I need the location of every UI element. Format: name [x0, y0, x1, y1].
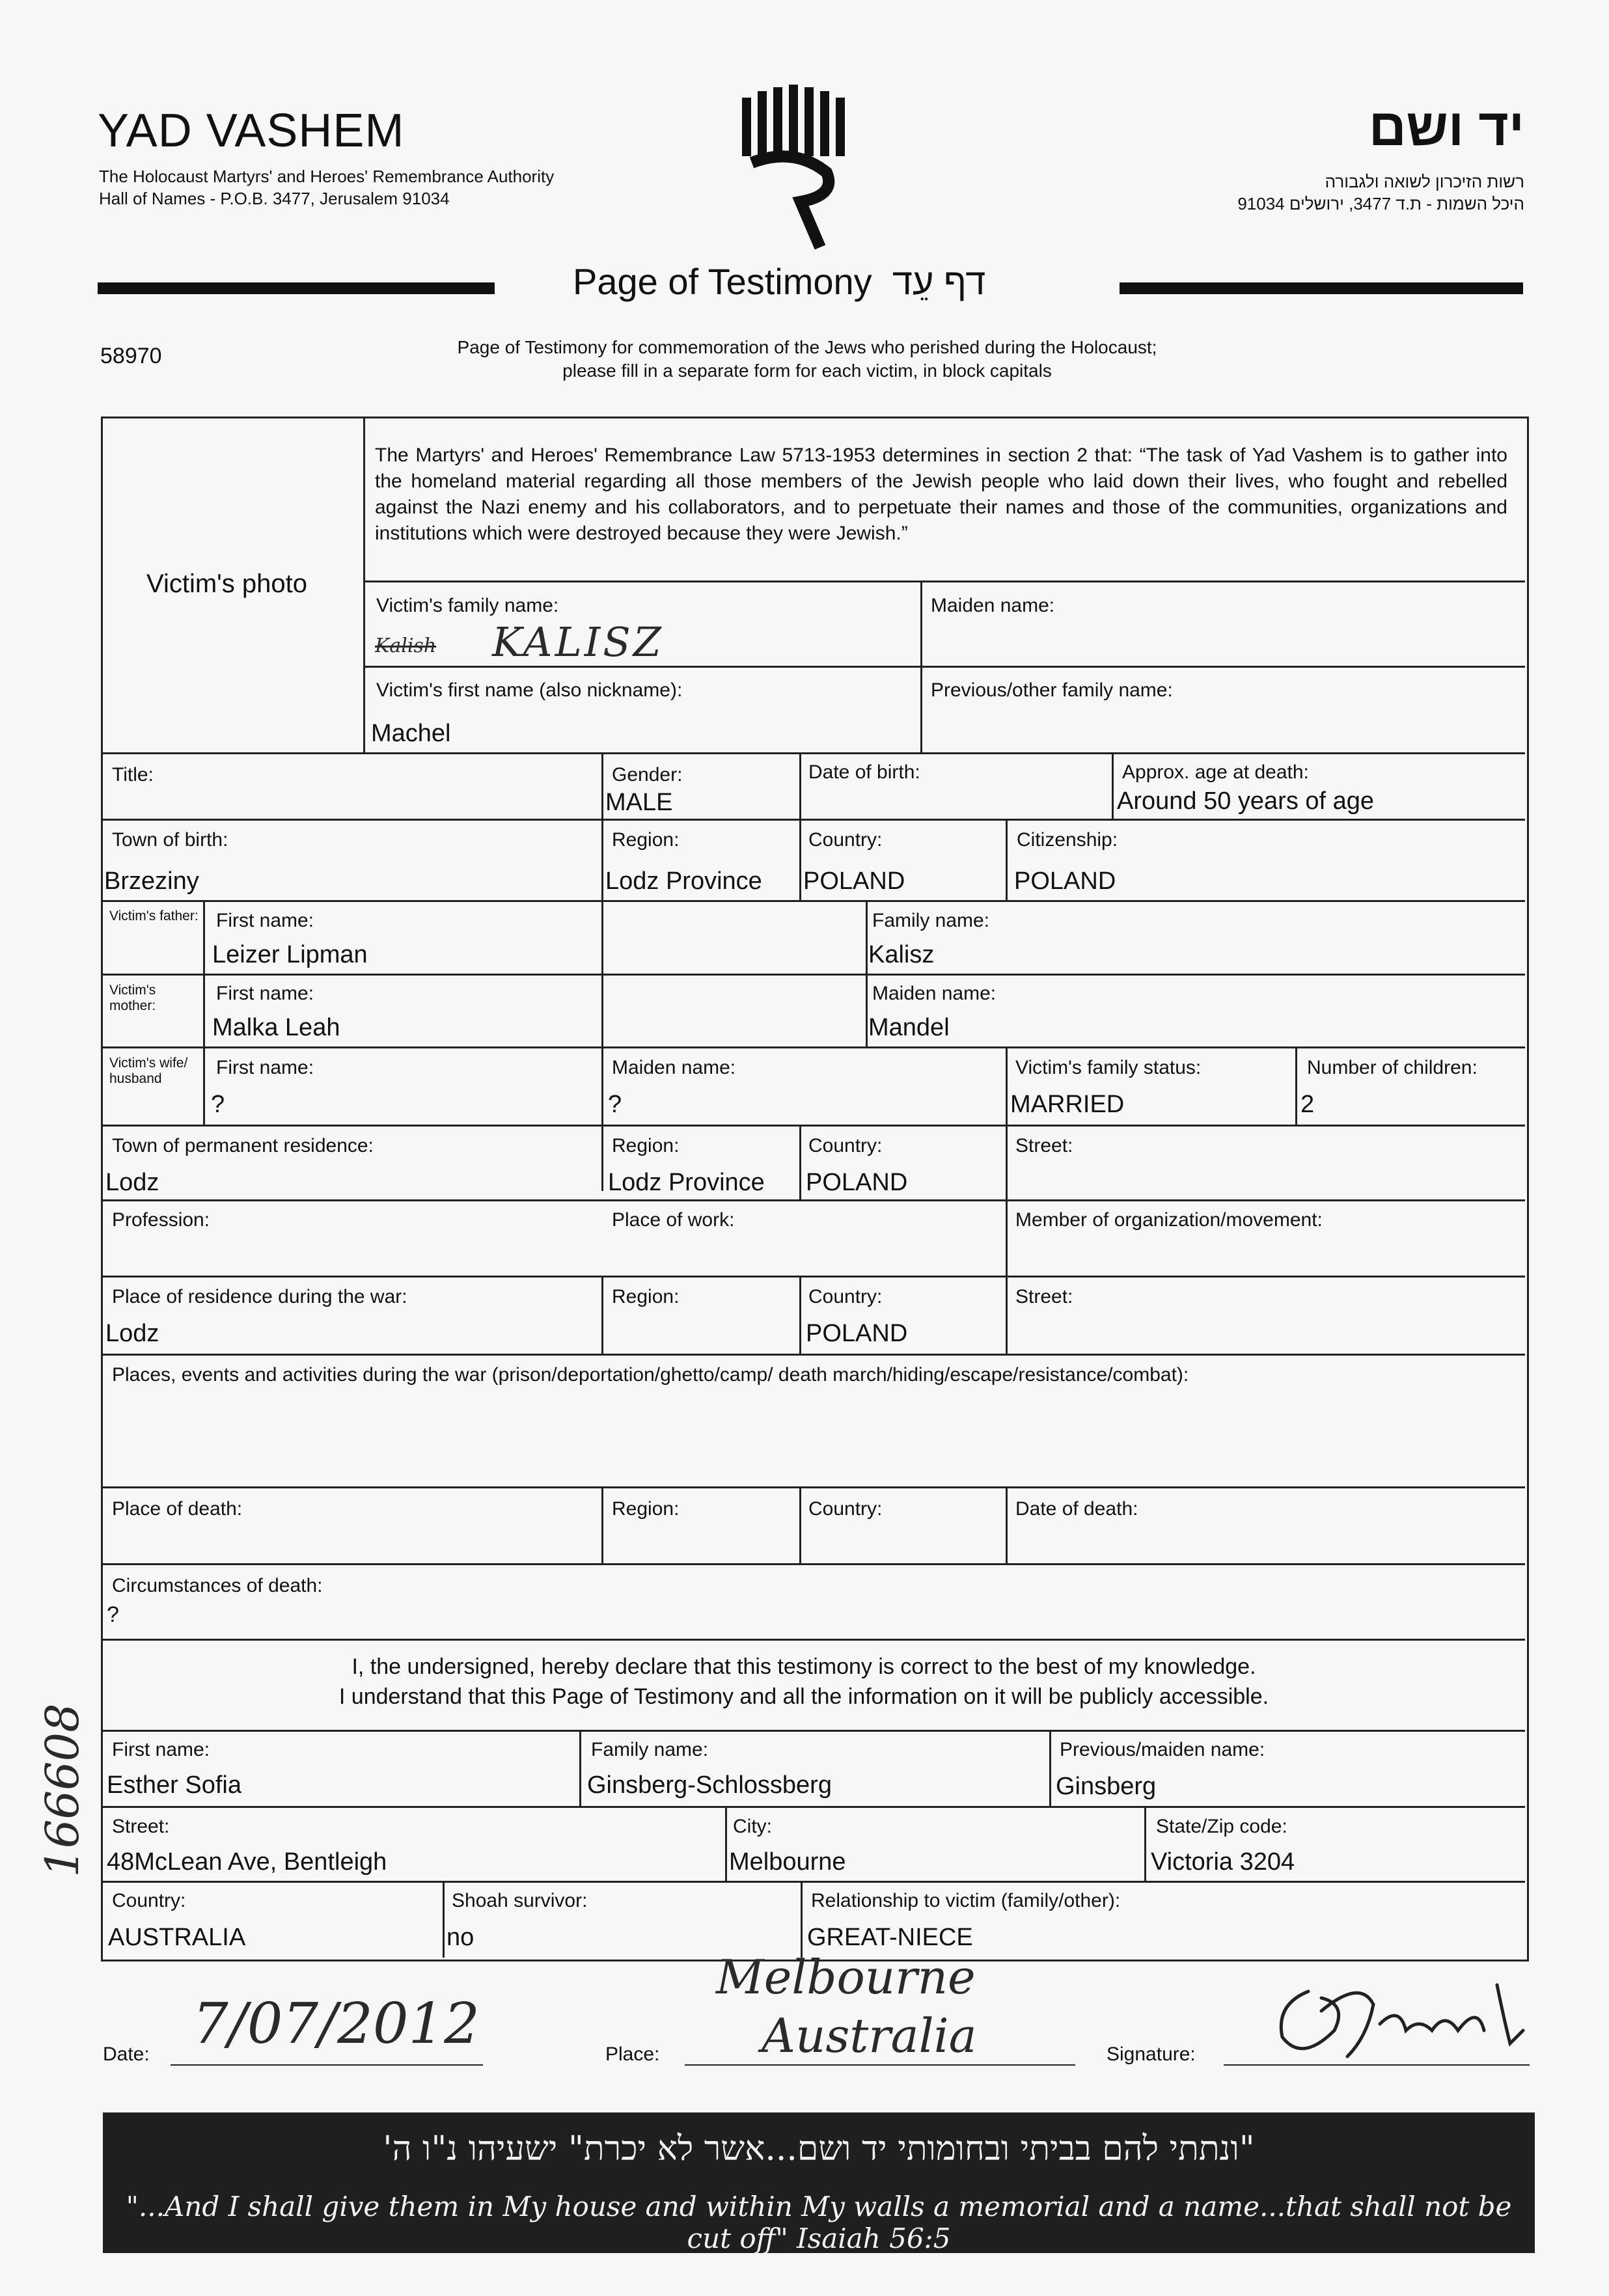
father-first-name-value: Leizer Lipman	[212, 941, 368, 968]
submitter-first-name-label: First name:	[112, 1739, 210, 1760]
org-address-line: Hall of Names - P.O.B. 3477, Jerusalem 91034	[99, 189, 450, 208]
mother-maiden-name-value: Mandel	[868, 1014, 950, 1041]
war-events-label: Places, events and activities during the war (prison/deportation/ghetto/camp/ death march/hiding/escape/resistance/combat):	[112, 1364, 1189, 1386]
title-label: Title:	[112, 764, 154, 786]
date-label: Date:	[103, 2043, 150, 2065]
place-value-city: Melbourne	[716, 1950, 976, 2004]
signature-mark-icon	[1263, 1965, 1536, 2070]
date-value: 7/07/2012	[193, 1991, 480, 2057]
war-street-label: Street:	[1015, 1286, 1073, 1307]
residence-street-label: Street:	[1015, 1135, 1073, 1156]
victim-photo-label: Victim's photo	[146, 569, 308, 598]
number-of-children-label: Number of children:	[1307, 1057, 1478, 1078]
shoah-survivor-label: Shoah survivor:	[452, 1890, 588, 1911]
org-subtitle-hebrew	[1237, 171, 1524, 215]
date-of-death-label: Date of death:	[1015, 1498, 1138, 1520]
father-first-name-label: First name:	[216, 910, 314, 931]
membership-label: Member of organization/movement:	[1015, 1209, 1323, 1231]
citizenship-value: POLAND	[1014, 868, 1116, 895]
first-name-value: Machel	[371, 720, 451, 747]
circumstances-label: Circumstances of death:	[112, 1575, 323, 1596]
place-value-country: Australia	[762, 2008, 977, 2063]
war-residence-value: Lodz	[105, 1320, 159, 1347]
town-of-birth-value: Brzeziny	[104, 868, 199, 895]
title-rule-right	[1120, 282, 1523, 294]
place-of-work-label: Place of work:	[612, 1209, 735, 1231]
circumstances-value: ?	[107, 1602, 119, 1627]
signature-label: Signature:	[1107, 2043, 1196, 2065]
number-of-children-value: 2	[1300, 1091, 1315, 1118]
death-region-label: Region:	[612, 1498, 680, 1520]
citizenship-label: Citizenship:	[1017, 829, 1118, 851]
mother-first-name-label: First name:	[216, 983, 314, 1004]
permanent-residence-value: Lodz	[105, 1169, 159, 1196]
page-title: Page of Testimony דף עֵד	[573, 261, 986, 302]
father-family-name-value: Kalisz	[868, 941, 935, 968]
submitter-city-value: Melbourne	[729, 1848, 846, 1876]
father-row-label: Victim's father:	[109, 909, 199, 923]
submitter-family-name-value: Ginsberg-Schlossberg	[587, 1771, 832, 1799]
war-region-label: Region:	[612, 1286, 680, 1307]
family-name-struck: Kalish	[375, 635, 437, 657]
war-country-label: Country:	[808, 1286, 883, 1307]
spouse-first-name-label: First name:	[216, 1057, 314, 1078]
residence-region-label: Region:	[612, 1135, 680, 1156]
submitter-country-value: AUSTRALIA	[108, 1924, 246, 1951]
page-title-hebrew: דף עֵד	[892, 261, 986, 302]
age-at-death-value: Around 50 years of age	[1117, 787, 1375, 815]
org-name-hebrew: יד ושם	[1368, 98, 1524, 156]
residence-country-label: Country:	[808, 1135, 883, 1156]
side-number: 166608	[36, 1703, 89, 1878]
org-authority-hebrew: רשות הזיכרון לשואה ולגבורה	[1325, 172, 1524, 191]
submitter-country-label: Country:	[112, 1890, 186, 1911]
birth-country-label: Country:	[808, 829, 883, 851]
death-country-label: Country:	[808, 1498, 883, 1520]
org-authority-line: The Holocaust Martyrs' and Heroes' Remembrance Authority	[99, 167, 555, 186]
place-of-death-label: Place of death:	[112, 1498, 243, 1520]
date-of-birth-label: Date of birth:	[808, 761, 920, 783]
permanent-residence-label: Town of permanent residence:	[112, 1135, 374, 1156]
father-family-name-label: Family name:	[872, 910, 990, 931]
war-residence-label: Place of residence during the war:	[112, 1286, 407, 1307]
profession-label: Profession:	[112, 1209, 210, 1231]
family-name-value: KALISZ	[492, 618, 664, 666]
mother-first-name-value: Malka Leah	[212, 1014, 340, 1041]
submitter-street-value: 48McLean Ave, Bentleigh	[107, 1848, 387, 1876]
spouse-maiden-name-label: Maiden name:	[612, 1057, 736, 1078]
residence-region-value: Lodz Province	[608, 1169, 765, 1196]
spouse-row-label: Victim's wife/ husband	[109, 1056, 188, 1086]
war-country-value: POLAND	[806, 1320, 908, 1347]
mother-row-label: Victim's mother:	[109, 983, 156, 1013]
banner-quote-english: "...And I shall give them in My house and within My walls a memorial and a name...that shall not be cut off" Isaiah 56:5	[126, 2191, 1512, 2254]
first-name-label: Victim's first name (also nickname):	[376, 679, 683, 701]
submitter-prev-name-label: Previous/maiden name:	[1060, 1739, 1265, 1760]
submitter-prev-name-value: Ginsberg	[1056, 1773, 1157, 1800]
form-number: 58970	[100, 344, 162, 368]
submitter-family-name-label: Family name:	[591, 1739, 709, 1760]
maiden-name-label: Maiden name:	[931, 595, 1055, 616]
law-text: The Martyrs' and Heroes' Remembrance Law 5713-1953 determines in section 2 that: “The task of Yad Vashem is to gather into the homeland material regarding all those members of the Jewish people who laid down their lives, who fought and rebelled against the Nazi enemy and his collaborators, and to perpetuate their names and those of the communities, organizations and institutions which were destroyed because they were Jewish.”	[375, 444, 1507, 544]
relationship-value: GREAT-NIECE	[807, 1924, 973, 1951]
gender-value: MALE	[605, 789, 673, 816]
org-name-english: YAD VASHEM	[98, 105, 405, 157]
declaration-text: I, the undersigned, hereby declare that this testimony is correct to the best of my knowledge. I understand that this Page of Testimony and all the information on it will be publicly accessible.	[338, 1654, 1269, 1709]
birth-region-label: Region:	[612, 829, 680, 851]
spouse-maiden-name-value: ?	[608, 1091, 622, 1118]
org-address-hebrew: היכל השמות - ת.ד 3477, ירושלים 91034	[1237, 194, 1524, 213]
submitter-state-label: State/Zip code:	[1156, 1816, 1287, 1837]
gender-label: Gender:	[612, 764, 683, 786]
family-status-label: Victim's family status:	[1015, 1057, 1202, 1078]
family-status-value: MARRIED	[1010, 1091, 1125, 1118]
spouse-first-name-value: ?	[211, 1091, 225, 1118]
age-at-death-label: Approx. age at death:	[1122, 761, 1309, 783]
submitter-state-value: Victoria 3204	[1151, 1848, 1295, 1876]
previous-family-name-label: Previous/other family name:	[931, 679, 1173, 701]
banner-quote-hebrew: "ונתתי להם בביתי ובחומותי יד ושם...אשר לא יכרת" ישעיהו נ"ו ה'	[383, 2129, 1255, 2168]
submitter-city-label: City:	[733, 1816, 772, 1837]
submitter-first-name-value: Esther Sofia	[107, 1771, 241, 1799]
submitter-street-label: Street:	[112, 1816, 170, 1837]
quote-banner	[103, 2112, 1535, 2253]
town-of-birth-label: Town of birth:	[112, 829, 228, 851]
title-rule-left	[98, 282, 495, 294]
family-name-label: Victim's family name:	[376, 595, 559, 616]
relationship-label: Relationship to victim (family/other):	[811, 1890, 1121, 1911]
shoah-survivor-value: no	[447, 1924, 474, 1951]
org-subtitle-english	[99, 165, 554, 210]
birth-country-value: POLAND	[803, 868, 905, 895]
mother-maiden-name-label: Maiden name:	[872, 983, 997, 1004]
yad-vashem-logo-icon	[729, 85, 859, 254]
intro-text: Page of Testimony for commemoration of the Jews who perished during the Holocaust; please fill in a separate form for each victim, in block capitals	[457, 337, 1157, 381]
place-label: Place:	[605, 2043, 660, 2065]
birth-region-value: Lodz Province	[605, 868, 762, 895]
residence-country-value: POLAND	[806, 1169, 908, 1196]
